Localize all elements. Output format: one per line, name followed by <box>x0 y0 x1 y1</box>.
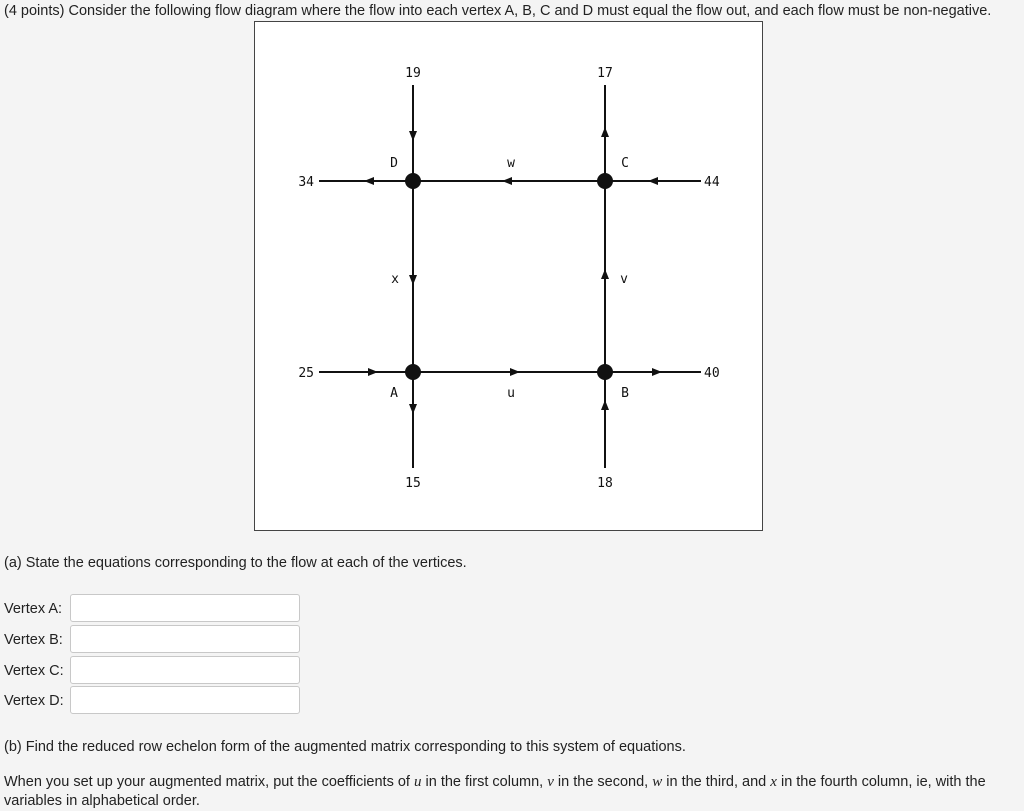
flow-right-bottom: 40 <box>704 366 720 381</box>
column-order-instructions <box>4 773 1014 811</box>
vertex-c-label: Vertex C: <box>4 663 64 679</box>
flow-top-right: 17 <box>597 66 613 81</box>
var-label-v: v <box>620 272 628 287</box>
var-label-u: u <box>507 386 515 401</box>
vertex-b-input[interactable] <box>70 625 300 653</box>
var-label-w: w <box>507 156 515 171</box>
flow-bottom-left: 15 <box>405 476 421 491</box>
vertex-d-input[interactable] <box>70 686 300 714</box>
vertex-b-label: Vertex B: <box>4 632 63 648</box>
part-b-text: (b) Find the reduced row echelon form of the augmented matrix corresponding to this system of equations. <box>4 739 686 755</box>
vertex-c <box>597 173 613 189</box>
flow-diagram <box>254 21 763 531</box>
flow-left-top: 34 <box>298 175 314 190</box>
vertex-d <box>405 173 421 189</box>
instr-text-3: in the second, <box>553 774 653 790</box>
instr-text-5: in the fourth column, ie, with the variables in alphabetical order. <box>4 774 986 809</box>
instr-var-x: x <box>770 774 777 790</box>
vertex-label-d: D <box>390 156 398 171</box>
flow-left-bottom: 25 <box>298 366 314 381</box>
vertex-d-label: Vertex D: <box>4 693 64 709</box>
flow-bottom-right: 18 <box>597 476 613 491</box>
flow-top-left: 19 <box>405 66 421 81</box>
instr-var-u: u <box>414 774 422 790</box>
part-a-text: (a) State the equations corresponding to the flow at each of the vertices. <box>4 555 467 571</box>
vertex-a <box>405 364 421 380</box>
var-label-x: x <box>391 272 399 287</box>
instr-text-4: in the third, and <box>662 774 771 790</box>
vertex-b <box>597 364 613 380</box>
instr-var-v: v <box>547 774 554 790</box>
vertex-label-b: B <box>621 386 629 401</box>
flow-diagram-svg <box>255 22 762 530</box>
instr-text-1: When you set up your augmented matrix, put the coefficients of <box>4 774 414 790</box>
instr-var-w: w <box>652 774 663 790</box>
vertex-a-input[interactable] <box>70 594 300 622</box>
flow-right-top: 44 <box>704 175 720 190</box>
problem-intro: (4 points) Consider the following flow diagram where the flow into each vertex A, B, C and D must equal the flow out, and each flow must be non-negative. <box>4 3 992 19</box>
vertex-c-input[interactable] <box>70 656 300 684</box>
vertex-label-a: A <box>390 386 398 401</box>
vertex-a-label: Vertex A: <box>4 601 63 617</box>
vertex-label-c: C <box>621 156 629 171</box>
instr-text-2: in the first column, <box>421 774 548 790</box>
